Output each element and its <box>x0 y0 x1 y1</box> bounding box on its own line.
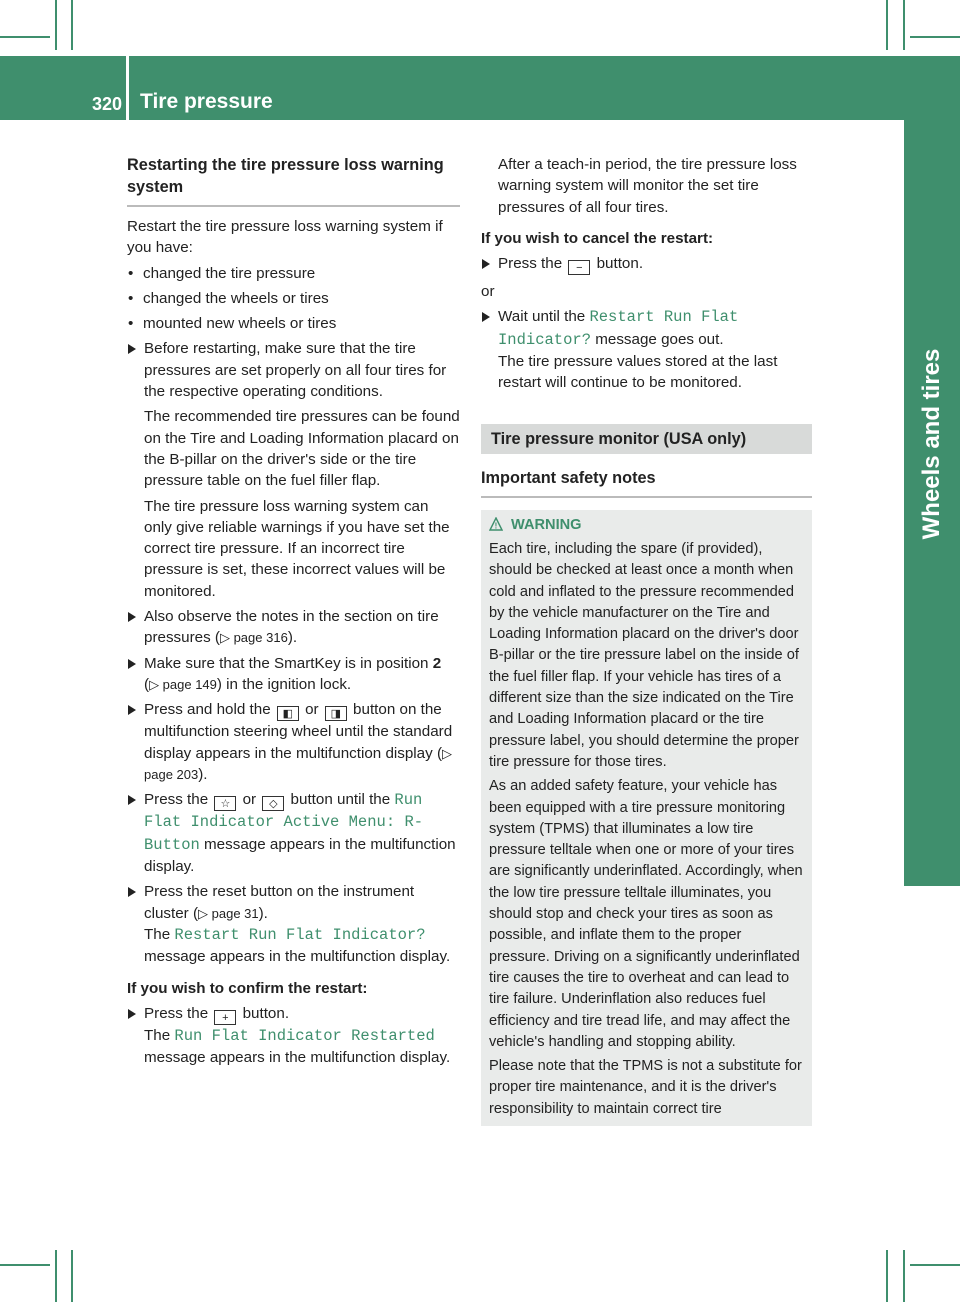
instruction-step: Press and hold the ◧ or ◨ button on the multifunction steering wheel until the standard display appears in the multifunction display (▷ page 203). <box>127 699 460 785</box>
instruction-step: Before restarting, make sure that the tire pressures are set properly on all four tires for the respective operating conditions. <box>127 338 460 402</box>
section-band: Tire pressure monitor (USA only) <box>481 424 812 454</box>
chapter-tab-label: Wheels and tires <box>918 348 945 540</box>
left-column <box>127 154 460 1068</box>
warning-heading: ! WARNING <box>489 515 804 536</box>
page-reference: ▷ page 31 <box>198 905 259 921</box>
display-back-icon: ◧ <box>277 706 299 721</box>
display-forward-icon: ◨ <box>325 706 347 721</box>
crop-mark <box>55 1250 57 1302</box>
crop-mark <box>886 1250 888 1302</box>
list-item: • changed the wheels or tires <box>127 288 460 309</box>
warning-paragraph: Please note that the TPMS is not a substitute for proper tire maintenance, and it is the driver's responsibility to maintain correct tire <box>489 1058 802 1117</box>
section-title: Restarting the tire pressure loss warning system <box>127 154 460 207</box>
or-text: or <box>481 283 495 301</box>
instruction-step: Press the reset button on the instrument cluster (▷ page 31). The Restart Run Flat Indicator? message appears in the multifunction display. <box>127 881 460 967</box>
page-reference: ▷ page 203 <box>144 745 453 782</box>
crop-mark <box>71 1250 73 1302</box>
crop-mark <box>886 0 888 50</box>
display-message: Run Flat Indicator Active Menu: R-Button <box>144 791 424 854</box>
warning-paragraph: As an added safety feature, your vehicle has been equipped with a tire pressure monitoring system (TPMS) that illuminates a low tire pressure telltale when one or more of your tires are significantly underinflated. Accordingly, when the low tire pressure telltale illuminates, you should stop and check your tires as soon as possible, and inflate them to the proper pressure. Driving on a significantly underinflated tire causes the tire to overheat and can lead to tire failure. Underinflation also reduces fuel efficiency and tire tread life, and may affect the vehicle's handling and stopping ability. <box>489 778 803 1050</box>
page-header <box>0 56 904 120</box>
page-number: 320 <box>91 94 122 114</box>
warning-icon <box>489 517 503 531</box>
crop-mark <box>0 36 50 38</box>
list-item: • changed the tire pressure <box>127 263 460 284</box>
list-item: • mounted new wheels or tires <box>127 313 460 334</box>
plus-icon: + <box>214 1010 236 1025</box>
cancel-heading: If you wish to cancel the restart: <box>481 229 714 247</box>
confirm-heading: If you wish to confirm the restart: <box>127 979 368 997</box>
page-title: Tire pressure <box>140 90 273 113</box>
crop-mark <box>910 36 960 38</box>
minus-icon: − <box>568 260 590 275</box>
position-number: 2 <box>432 654 442 672</box>
step-paragraph: The tire pressure loss warning system can only give reliable warnings if you have set the correct tire pressure. If an incorrect tire pressure is set, these incorrect values will be monitored. <box>144 497 450 600</box>
svg-text:!: ! <box>494 521 498 531</box>
crop-mark <box>0 1264 50 1266</box>
subsection-title: Important safety notes <box>481 467 812 498</box>
crop-mark <box>903 0 905 50</box>
crop-mark <box>910 1264 960 1266</box>
page-reference: ▷ page 316 <box>219 630 288 646</box>
warning-box <box>481 510 812 1126</box>
arrow-down-icon: ◇ <box>262 796 284 811</box>
instruction-step: Also observe the notes in the section on tire pressures (▷ page 316). <box>127 606 460 649</box>
instruction-step: Press the − button. <box>481 253 812 275</box>
right-column <box>481 154 812 1126</box>
step-paragraph: The recommended tire pressures can be found on the Tire and Loading Information placard on the B-pillar on the driver's side or the tire pressure table on the fuel filler flap. <box>144 408 460 490</box>
crop-mark <box>55 0 57 50</box>
display-message: Run Flat Indicator Restarted <box>174 1026 435 1045</box>
intro-text: Restart the tire pressure loss warning system if you have: <box>127 218 443 257</box>
display-message: Restart Run Flat Indicator? <box>498 308 739 349</box>
header-divider <box>126 56 129 120</box>
warning-paragraph: Each tire, including the spare (if provided), should be checked at least once a month when cold and inflated to the pressure recommended by the vehicle manufacturer on the Tire and Loading Information placard on the driver's door B-pillar or the tire pressure label on the inside of the fuel filler flap. If your vehicle has tires of a different size than the size indicated on the Tire and Loading Information placard or the tire pressure label, you should determine the proper tire pressure for those tires. <box>489 540 799 770</box>
instruction-step: Press the ☆ or ◇ button until the Run Flat Indicator Active Menu: R-Button message appears in the multifunction display. <box>127 789 460 877</box>
crop-mark <box>903 1250 905 1302</box>
instruction-step: Wait until the Restart Run Flat Indicator? message goes out. The tire pressure values stored at the last restart will continue to be monitored. <box>481 306 812 393</box>
crop-mark <box>71 0 73 50</box>
instruction-step: Make sure that the SmartKey is in position 2 (▷ page 149) in the ignition lock. <box>127 653 460 696</box>
display-message: Restart Run Flat Indicator? <box>174 925 426 944</box>
after-confirm-text: After a teach-in period, the tire pressure loss warning system will monitor the set tire pressures of all four tires. <box>498 156 797 216</box>
instruction-step: Press the + button. The Run Flat Indicator Restarted message appears in the multifunction display. <box>127 1003 460 1069</box>
page-reference: ▷ page 149 <box>149 676 217 692</box>
arrow-up-icon: ☆ <box>214 796 236 811</box>
